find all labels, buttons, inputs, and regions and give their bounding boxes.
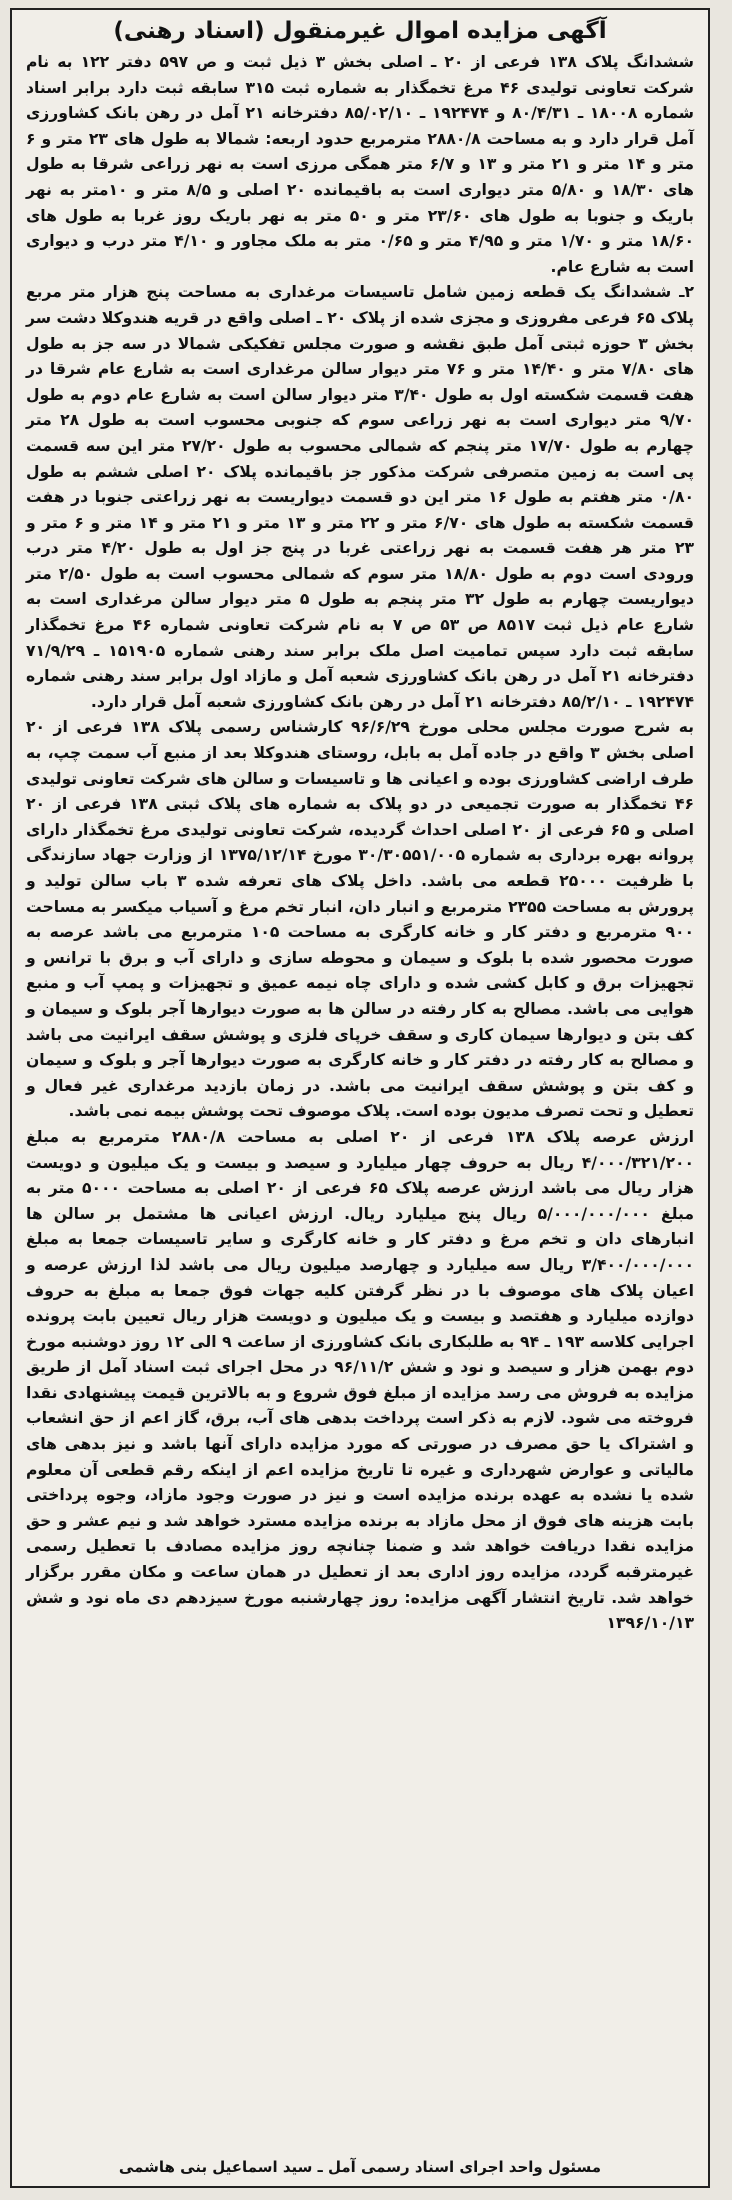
paragraph-property-1: ششدانگ پلاک ۱۳۸ فرعی از ۲۰ ـ اصلی بخش ۳ ذیل ثبت و ص ۵۹۷ دفتر ۱۲۲ به نام شرکت تعاونی تولیدی ۴۶ مرغ تخمگذار به شماره ثبت ۳۱۵ سابقه ثبت دارد برابر اسناد شماره ۱۸۰۰۸ ـ ۸۰/۴/۳۱ و ۱۹۲۴۷۴ ـ ۸۵/۰۲/۱۰ دفترخانه ۲۱ آمل در رهن بانک کشاورزی آمل قرار دارد و به مساحت ۲۸۸۰/۸ مترمربع حدود اربعه: شمالا به طول های ۲۳ متر و ۶ متر و ۱۴ متر و ۲۱ متر و ۱۳ و ۶/۷ متر همگی مرزی است به نهر زراعی شرقا به طول های ۱۸/۳۰ و ۵/۸۰ متر دیواری است به باقیمانده ۲۰ اصلی و ۸/۵ متر و ۱۰متر به نهر باریک و جنوبا به طول های ۲۳/۶۰ متر و ۵۰ متر به نهر باریک روز غربا به طول های ۱۸/۶۰ متر و ۱/۷۰ متر و ۴/۹۵ متر و ۰/۶۵ متر به ملک مجاور و ۴/۱۰ متر درب و دیواری است به شارع عام. <box>26 53 695 276</box>
notice-title: آگهی مزایده اموال غیرمنقول (اسناد رهنی) <box>113 18 607 44</box>
signature-line: مسئول واحد اجرای اسناد رسمی آمل ـ سید اسماعیل بنی هاشمی <box>118 2158 602 2176</box>
paragraph-property-2: ۲ـ ششدانگ یک قطعه زمین شامل تاسیسات مرغداری به مساحت پنج هزار متر مربع پلاک ۶۵ فرعی مفروزی و مجزی شده از پلاک ۲۰ ـ اصلی واقع در قریه هندوکلا دشت سر بخش ۳ حوزه ثبتی آمل طبق نقشه و صورت مجلس تفکیکی شمالا در سه جز به طول های ۷/۸۰ متر و ۱۴/۴۰ متر و ۷۶ متر دیوار سالن مرغداری است به شارع عام شرقا در هفت قسمت شکسته اول به طول ۳/۴۰ متر دیوار سالن است به شارع عام دوم به طول ۹/۷۰ متر دیواری است به نهر زراعی سوم که جنوبی محسوب است به طول ۲۸ متر چهارم به طول ۱۷/۷۰ متر پنجم که شمالی محسوب به طول ۲۷/۲۰ متر این سه قسمت پی است به زمین متصرفی شرکت مذکور جز باقیمانده پلاک ۲۰ اصلی ششم به طول ۰/۸۰ متر هفتم به طول ۱۶ متر این دو قسمت دیواریست به نهر زراعتی جنوبا در هفت قسمت شکسته به طول های ۶/۷۰ متر و ۲۲ متر و ۱۳ متر و ۲۱ متر و ۱۴ متر و ۶ متر و ۲۳ متر هر هفت قسمت به نهر زراعتی غربا در پنج جز اول به طول ۴/۲۰ متر درب ورودی است دوم به طول ۱۸/۸۰ متر سوم که شمالی محسوب است به طول ۲/۵۰ متر دیواریست چهارم به طول ۳۲ متر پنجم به طول ۵ متر دیوار سالن مرغداری است به شارع عام ذیل ثبت ۸۵۱۷ ص ۵۳ ص ۷ به نام شرکت تعاونی شماره ۴۶ مرغ تخمگذار سابقه ثبت دارد سپس تمامیت اصل ملک برابر سند رهنی شماره ۱۵۱۹۰۵ ـ ۷۱/۹/۲۹ دفترخانه ۲۱ آمل در رهن بانک کشاورزی شعبه آمل و مازاد اول برابر سند رهنی شماره ۱۹۲۴۷۴ ـ ۸۵/۲/۱۰ دفترخانه ۲۱ آمل در رهن بانک کشاورزی شعبه آمل قرار دارد. <box>26 283 695 711</box>
paragraph-valuation-terms: ارزش عرصه پلاک ۱۳۸ فرعی از ۲۰ اصلی به مساحت ۲۸۸۰/۸ مترمربع به مبلغ ۴/۰۰۰/۳۲۱/۲۰۰ ریال به حروف چهار میلیارد و سیصد و بیست و یک میلیون و دویست هزار ریال می باشد ارزش عرصه پلاک ۶۵ فرعی از ۲۰ اصلی به مساحت ۵۰۰۰ متر به مبلغ ۵/۰۰۰/۰۰۰/۰۰۰ ریال پنج میلیارد ریال. ارزش اعیانی ها مشتمل بر سالن ها انبارهای دان و تخم مرغ و دفتر کار و خانه کارگری و سایر تاسیسات جمعا به مبلغ ۳/۴۰۰/۰۰۰/۰۰۰ ریال سه میلیارد و چهارصد میلیون ریال می باشد لذا ارزش عرصه و اعیان پلاک های موصوف با در نظر گرفتن کلیه جهات فوق جمعا به مبلغ به حروف دوازده میلیارد و هفتصد و بیست و یک میلیون و دویست هزار ریال تعیین بابت پرونده اجرایی کلاسه ۱۹۳ ـ ۹۴ به طلبکاری بانک کشاورزی از ساعت ۹ الی ۱۲ روز دوشنبه مورخ دوم بهمن هزار و سیصد و نود و شش ۹۶/۱۱/۲ در محل اجرای ثبت اسناد آمل از طریق مزایده به فروش می رسد مزایده از مبلغ فوق شروع و به بالاترین قیمت پیشنهادی نقدا فروخته می شود. لازم به ذکر است پرداخت بدهی های آب، برق، گاز اعم از حق انشعاب و اشتراک یا حق مصرف در صورتی که مورد مزایده دارای آنها باشد و نیز بدهی های مالیاتی و عوارض شهرداری و غیره تا تاریخ مزایده اعم از اینکه رقم قطعی آن معلوم شده یا نشده به عهده برنده مزایده است و نیز در صورت وجود مازاد، وجوه پرداختی بابت هزینه های فوق از محل مازاد به برنده مزایده مسترد خواهد شد و نیم عشر و حق مزایده نقدا دریافت خواهد شد و ضمنا چنانچه روز مزایده مصادف با تعطیل رسمی غیرمترقبه گردد، مزایده روز اداری بعد از تعطیل در همان ساعت و مکان مقرر برگزار خواهد شد. تاریخ انتشار آگهی مزایده: روز چهارشنبه مورخ سیزدهم دی ماه نود و شش ۱۳۹۶/۱۰/۱۳ <box>26 1127 694 1633</box>
paragraph-expert-report: به شرح صورت مجلس محلی مورخ ۹۶/۶/۲۹ کارشناس رسمی پلاک ۱۳۸ فرعی از ۲۰ اصلی بخش ۳ واقع در جاده آمل به بابل، روستای هندوکلا بعد از منبع آب سمت چپ، به طرف اراضی کشاورزی بوده و اعیانی ها و تاسیسات و سالن های شرکت تعاونی تولیدی ۴۶ تخمگذار به صورت تجمیعی در دو پلاک به شماره های پلاک ثبتی ۱۳۸ فرعی از ۲۰ اصلی و ۶۵ فرعی از ۲۰ اصلی احداث گردیده، شرکت تعاونی تولیدی مرغ تخمگذار دارای پروانه بهره برداری به شماره ۳۰/۳۰۵۵۱/۰۰۵ مورخ ۱۳۷۵/۱۲/۱۴ از وزارت جهاد سازندگی با ظرفیت ۲۵۰۰۰ قطعه می باشد. داخل پلاک های تعرفه شده ۳ باب سالن تولید و پرورش به مساحت ۲۳۵۵ مترمربع و انبار دان، انبار تخم مرغ و آسیاب میکسر به مساحت ۹۰۰ مترمربع و دفتر کار و خانه کارگری به مساحت ۱۰۵ مترمربع می باشد عرصه به صورت محصور شده با بلوک و سیمان و محوطه سازی و دارای آب و برق با ترانس و تجهیزات برق و کابل کشی شده و دارای چاه نیمه عمیق و تجهیزات و پمپ آب و منبع هوایی می باشد. مصالح به کار رفته در سالن ها به صورت دیوارها آجر بلوک و سیمان و کف بتن و دیوارها سیمان کاری و سقف خرپای فلزی و پوشش سقف ایرانیت می باشد و مصالح به کار رفته در دفتر کار و خانه کارگری به صورت دیوارها آجر و بلوک و سیمان و کف بتن و پوشش سقف ایرانیت می باشد. در زمان بازدید مرغداری غیر فعال و تعطیل و تحت تصرف مدیون بوده است. پلاک موصوف تحت پوشش بیمه نمی باشد. <box>26 718 695 1121</box>
auction-notice <box>10 8 710 2188</box>
